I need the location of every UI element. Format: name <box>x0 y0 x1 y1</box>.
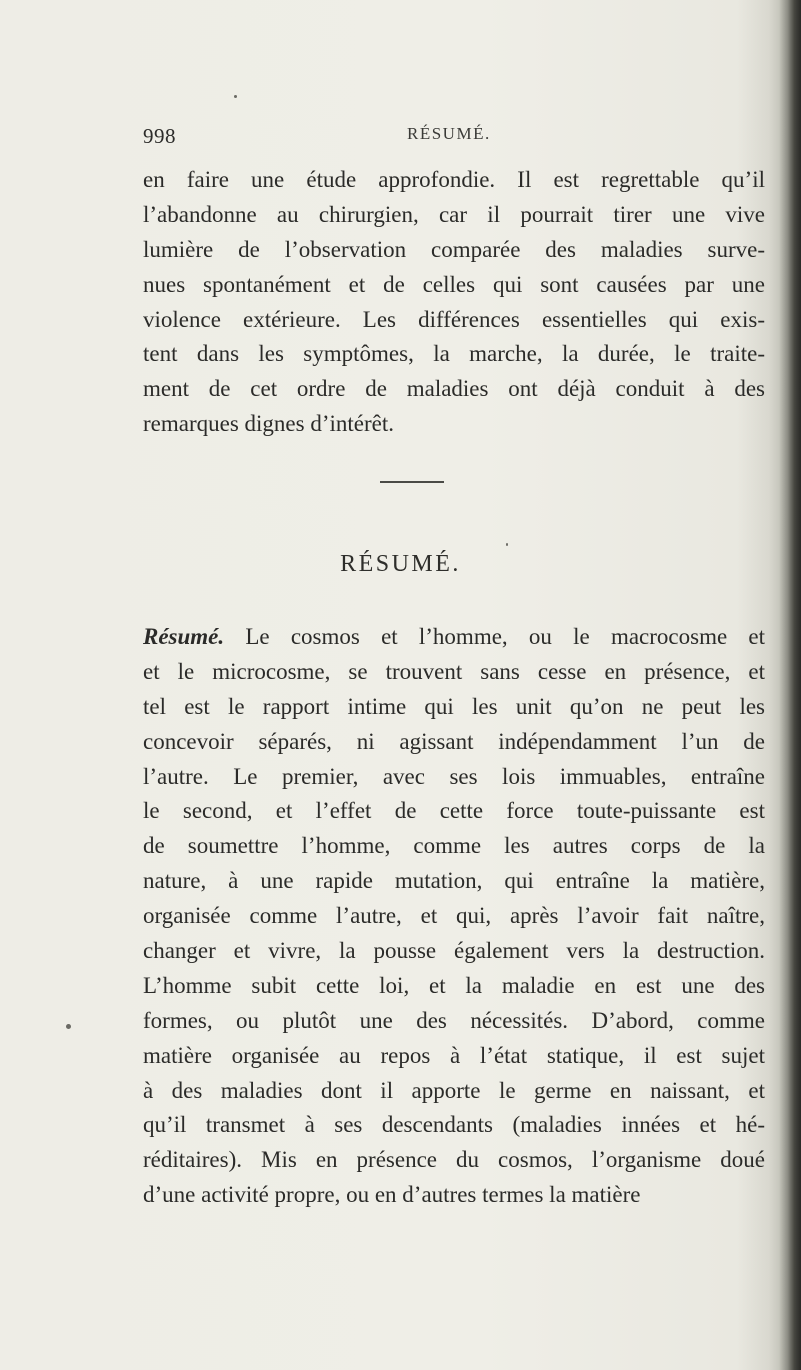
page-header <box>143 124 763 154</box>
summary-line: à des maladies dont il apporte le germe en naissant, et <box>143 1077 765 1103</box>
summary-first-line <box>143 620 765 655</box>
section-divider <box>380 481 444 483</box>
summary-line: d’une activité propre, ou en d’autres termes la matière <box>143 1182 641 1208</box>
run-in-heading: Résumé. <box>143 624 225 649</box>
intro-line: violence extérieure. Les différences essentielles qui exis- <box>143 306 765 332</box>
page-edge-shadow <box>779 0 801 1370</box>
summary-paragraph <box>143 620 765 1213</box>
intro-line: remarques dignes d’intérêt. <box>143 411 394 437</box>
intro-line: en faire une étude approfondie. Il est regrettable qu’il <box>143 167 765 192</box>
summary-line: nature, à une rapide mutation, qui entraîne la matière, <box>143 868 765 894</box>
summary-line: et le microcosme, se trouvent sans cesse en présence, et <box>143 658 765 684</box>
speck-mark <box>66 1024 71 1029</box>
speck-mark <box>506 543 508 546</box>
summary-line: matière organisée au repos à l’état statique, il est sujet <box>143 1042 765 1068</box>
intro-line: tent dans les symptômes, la marche, la durée, le traite- <box>143 341 765 367</box>
intro-line: lumière de l’observation comparée des maladies surve- <box>143 236 765 262</box>
summary-line: formes, ou plutôt une des nécessités. D’abord, comme <box>143 1007 765 1033</box>
intro-line: ment de cet ordre de maladies ont déjà conduit à des <box>143 376 765 402</box>
summary-line: le second, et l’effet de cette force toute-puissante est <box>143 798 765 824</box>
summary-line: qu’il transmet à ses descendants (maladies innées et hé- <box>143 1112 765 1138</box>
speck-mark <box>234 95 237 98</box>
summary-line: organisée comme l’autre, et qui, après l’avoir fait naître, <box>143 903 765 929</box>
section-title: RÉSUMÉ. <box>340 551 461 577</box>
intro-paragraph <box>143 163 765 442</box>
page-number: 998 <box>143 124 176 148</box>
summary-line: l’autre. Le premier, avec ses lois immuables, entraîne <box>143 763 765 789</box>
summary-line: réditaires). Mis en présence du cosmos, l’organisme doué <box>143 1147 765 1173</box>
summary-line: concevoir séparés, ni agissant indépendamment l’un de <box>143 728 765 754</box>
summary-first-line-text: Le cosmos et l’homme, ou le macrocosme et <box>224 624 765 649</box>
intro-line: nues spontanément et de celles qui sont causées par une <box>143 271 765 297</box>
summary-line: de soumettre l’homme, comme les autres corps de la <box>143 833 765 859</box>
running-head: RÉSUMÉ. <box>407 124 491 143</box>
intro-line: l’abandonne au chirurgien, car il pourrait tirer une vive <box>143 201 765 227</box>
summary-line: changer et vivre, la pousse également vers la destruction. <box>143 938 765 964</box>
summary-line: L’homme subit cette loi, et la maladie en est une des <box>143 972 765 998</box>
summary-line: tel est le rapport intime qui les unit qu’on ne peut les <box>143 693 765 719</box>
